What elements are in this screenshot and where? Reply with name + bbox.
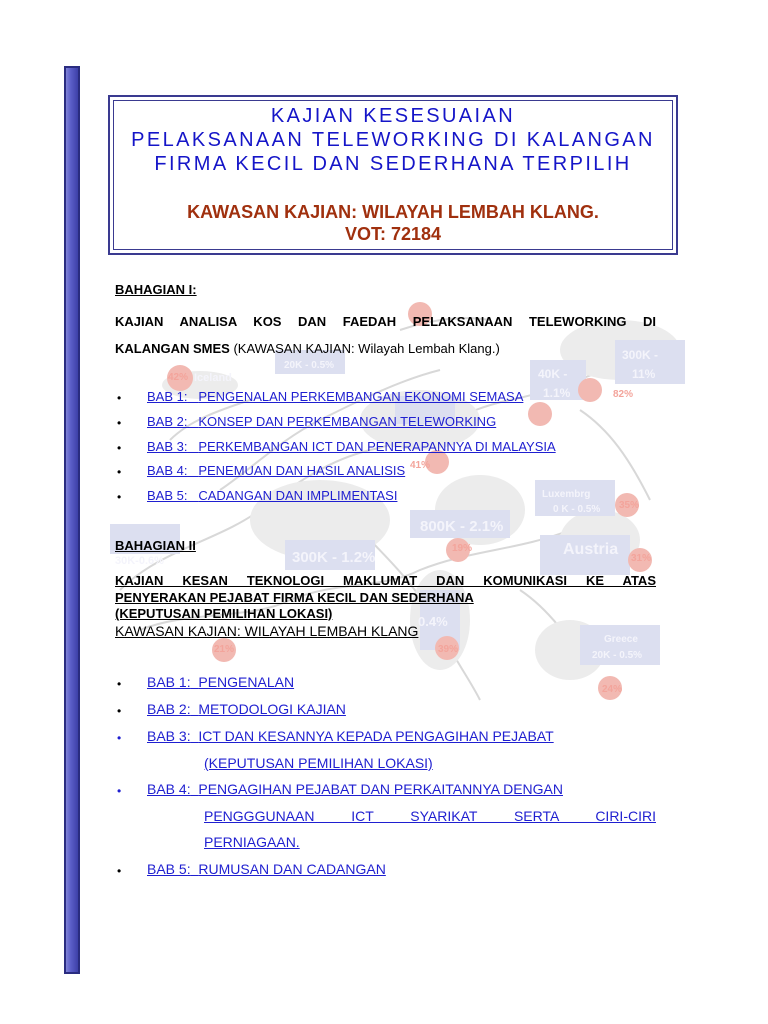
bg-label: 35% <box>619 500 640 511</box>
title-area: KAWASAN KAJIAN: WILAYAH LEMBAH KLANG. <box>187 202 599 222</box>
chapter-number: BAB 2: <box>147 414 188 429</box>
part2-chapter-3-continuation[interactable]: (KEPUTUSAN PEMILIHAN LOKASI) <box>204 755 433 771</box>
chapter-number: BAB 3: <box>147 439 188 454</box>
bg-label: 20K - 0.5% <box>284 360 335 371</box>
chapter-title: PENEMUAN DAN HASIL ANALISIS <box>198 463 406 478</box>
part1-chapter-5-link[interactable] <box>147 488 397 503</box>
part1-chapter-3-link[interactable] <box>147 439 556 454</box>
bg-label: 0.4% <box>418 614 448 629</box>
part1-description-area: (KAWASAN KAJIAN: Wilayah Lembah Klang.) <box>229 341 500 356</box>
chapter-title: KONSEP DAN PERKEMBANGAN TELEWORKING <box>198 414 497 429</box>
part1-description-smes: KALANGAN SMES <box>115 341 230 356</box>
bullet-icon: • <box>117 704 122 718</box>
chapter-number: BAB 3: <box>147 728 191 744</box>
chapter-title: PERKEMBANGAN ICT DAN PENERAPANNYA DI MALAYSIA <box>198 439 556 454</box>
bg-label: Greece <box>604 634 638 645</box>
bg-label: 300K - <box>622 348 659 362</box>
chapter-title: CADANGAN DAN IMPLIMENTASI <box>198 488 398 503</box>
chapter-number: BAB 5: <box>147 488 188 503</box>
part1-heading: BAHAGIAN I: <box>115 282 197 297</box>
title-line-1: KAJIAN KESESUAIAN <box>270 105 516 127</box>
chapter-number: BAB 4: <box>147 781 191 797</box>
part2-description-line1: KAJIAN KESAN TEKNOLOGI MAKLUMAT DAN KOMUNIKASI KE ATAS <box>115 573 656 588</box>
bg-label: 31% <box>631 553 652 564</box>
part2-chapter-4-continuation-2[interactable]: PERNIAGAAN. <box>204 834 300 850</box>
chapter-title: ICT DAN KESANNYA KEPADA PENGAGIHAN PEJABAT <box>198 728 554 744</box>
bg-label: 30K-0.6% <box>115 555 164 567</box>
part1-description-line1: KAJIAN ANALISA KOS DAN FAEDAH PELAKSANAAN TELEWORKING DI <box>115 314 656 329</box>
part2-description-line3: (KEPUTUSAN PEMILIHAN LOKASI) <box>115 606 333 621</box>
chapter-title: PENGENALAN PERKEMBANGAN EKONOMI SEMASA <box>198 389 524 404</box>
bg-label: 21% <box>214 644 235 655</box>
bullet-icon: • <box>117 391 122 405</box>
bullet-icon: • <box>117 677 122 691</box>
part2-chapter-1-link[interactable] <box>147 674 294 690</box>
bg-label: 82% <box>613 389 634 400</box>
part1-chapter-4-link[interactable] <box>147 463 405 478</box>
bg-label: 19% <box>452 543 473 554</box>
chapter-number: BAB 1: <box>147 389 188 404</box>
part2-area: KAWASAN KAJIAN: WILAYAH LEMBAH KLANG <box>115 623 419 639</box>
chapter-number: BAB 1: <box>147 674 191 690</box>
bg-label: 800K - 2.1% <box>420 518 504 535</box>
bg-label: 42% <box>168 372 189 383</box>
bg-label: 20K - 0.5% <box>592 650 643 661</box>
bg-label: Iceland <box>194 372 232 384</box>
chapter-number: BAB 2: <box>147 701 191 717</box>
bullet-icon: • <box>117 731 122 745</box>
bullet-icon: • <box>117 490 122 504</box>
part2-chapter-4-continuation-1[interactable]: PENGGGUNAAN ICT SYARIKAT SERTA CIRI-CIRI <box>204 808 656 824</box>
bullet-icon: • <box>117 465 122 479</box>
bg-label: 24% <box>602 684 623 695</box>
bullet-icon: • <box>117 784 122 798</box>
bg-label: 1.1% <box>543 386 571 400</box>
title-line-3: FIRMA KECIL DAN SEDERHANA TERPILIH <box>154 153 632 175</box>
chapter-number: BAB 5: <box>147 861 191 877</box>
part1-chapter-2-link[interactable] <box>147 414 496 429</box>
title-line-2: PELAKSANAAN TELEWORKING DI KALANGAN <box>131 129 655 151</box>
part2-description-line2: PENYERAKAN PEJABAT FIRMA KECIL DAN SEDERHANA <box>115 590 474 605</box>
title-vot: VOT: 72184 <box>344 224 442 244</box>
part1-chapter-1-link[interactable] <box>147 389 523 404</box>
bg-label: 300K - 1.2% <box>292 549 376 566</box>
bullet-icon: • <box>117 416 122 430</box>
bg-label: 40K - <box>538 367 568 381</box>
bullet-icon: • <box>117 864 122 878</box>
chapter-title: PENGENALAN <box>198 674 295 690</box>
bg-label: Austria <box>563 541 619 558</box>
bg-label: 0 K - 0.5% <box>553 504 601 515</box>
bg-label: 11% <box>632 367 656 381</box>
part2-chapter-2-link[interactable] <box>147 701 346 717</box>
chapter-title: RUMUSAN DAN CADANGAN <box>198 861 386 877</box>
bg-label: Luxembrg <box>542 489 591 500</box>
chapter-title: PENGAGIHAN PEJABAT DAN PERKAITANNYA DENGAN <box>198 781 563 797</box>
part2-chapter-5-link[interactable] <box>147 861 386 877</box>
part2-chapter-4-link[interactable] <box>147 781 563 797</box>
chapter-title: METODOLOGI KAJIAN <box>198 701 346 717</box>
part2-heading: BAHAGIAN II <box>115 538 196 553</box>
bg-label: 39% <box>438 644 459 655</box>
part2-chapter-3-link[interactable] <box>147 728 554 744</box>
chapter-number: BAB 4: <box>147 463 188 478</box>
part1-description-line2 <box>115 341 500 356</box>
bg-label: 41% <box>410 460 431 471</box>
bullet-icon: • <box>117 441 122 455</box>
